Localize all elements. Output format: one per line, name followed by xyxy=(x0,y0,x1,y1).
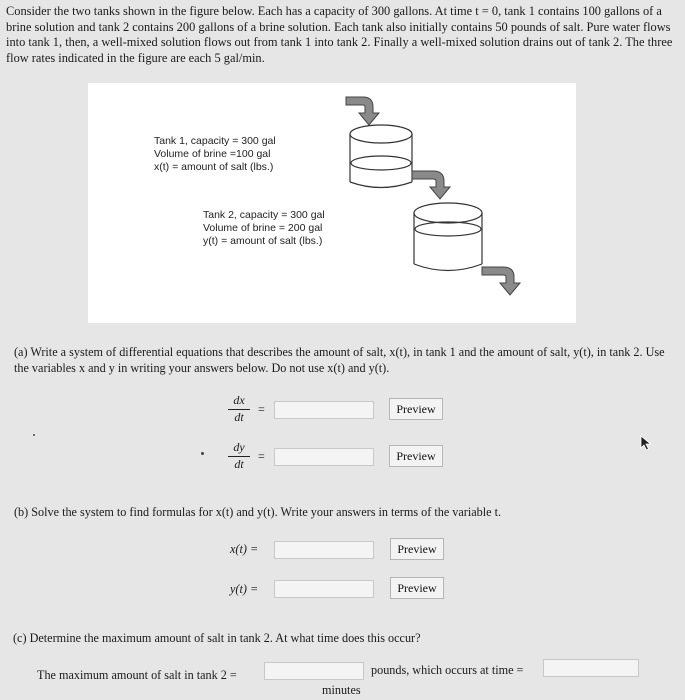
dy-dt-preview-button[interactable]: Preview xyxy=(389,445,443,467)
inflow-arrow-icon xyxy=(346,97,379,125)
time-label: pounds, which occurs at time = xyxy=(371,663,524,677)
dx-numerator: dx xyxy=(233,393,245,407)
dx-denominator: dt xyxy=(234,410,244,424)
equals-sign: = xyxy=(258,402,265,416)
dx-dt-preview-button[interactable]: Preview xyxy=(389,398,443,420)
tank-1-salt: x(t) = amount of salt (lbs.) xyxy=(154,161,274,173)
tank-2-info xyxy=(203,209,325,248)
tank-2-capacity: Tank 2, capacity = 300 gal xyxy=(203,209,325,221)
dx-dt-answer-input[interactable] xyxy=(274,401,374,419)
y-of-t-label: y(t) = xyxy=(230,582,259,596)
part-b-question: (b) Solve the system to find formulas for x(t) and y(t). Write your answers in terms of the variable t. xyxy=(14,505,501,519)
dy-numerator: dy xyxy=(233,440,245,454)
x-of-t-answer-input[interactable] xyxy=(274,541,374,559)
mouse-cursor-icon xyxy=(640,435,652,451)
tank-1-info xyxy=(154,135,276,174)
x-of-t-label: x(t) = xyxy=(230,542,259,556)
stray-mark xyxy=(33,434,35,436)
transfer-arrow-icon xyxy=(412,171,450,199)
y-of-t-answer-input[interactable] xyxy=(274,580,374,598)
x-of-t-preview-button[interactable]: Preview xyxy=(390,538,444,560)
outflow-arrow-icon xyxy=(482,267,520,295)
tank-2-volume: Volume of brine = 200 gal xyxy=(203,222,323,234)
tank-diagram xyxy=(88,83,576,323)
equals-sign: = xyxy=(258,449,265,463)
bullet-dot xyxy=(201,452,204,455)
time-answer-input[interactable] xyxy=(543,659,639,677)
dy-denominator: dt xyxy=(234,457,244,471)
tank-1 xyxy=(350,125,412,188)
max-salt-label: The maximum amount of salt in tank 2 = xyxy=(37,668,237,682)
tank-1-volume: Volume of brine =100 gal xyxy=(154,148,271,160)
dy-dt-fraction xyxy=(224,441,254,471)
y-of-t-preview-button[interactable]: Preview xyxy=(390,577,444,599)
part-c-question: (c) Determine the maximum amount of salt in tank 2. At what time does this occur? xyxy=(13,631,421,645)
tank-2 xyxy=(414,203,482,271)
dx-dt-fraction xyxy=(224,394,254,424)
minutes-unit: minutes xyxy=(322,683,361,697)
dy-dt-answer-input[interactable] xyxy=(274,448,374,466)
max-salt-answer-input[interactable] xyxy=(264,662,364,680)
tank-2-salt: y(t) = amount of salt (lbs.) xyxy=(203,235,323,247)
problem-statement: Consider the two tanks shown in the figure below. Each has a capacity of 300 gallons. At time t = 0, tank 1 contains 100 gallons of a brine solution and tank 2 contains 200 gallons of a brine solution. Each tank also initially contains 50 pounds of salt. Pure water flows into tank 1, then, a well-mixed solution flows out from tank 1 into tank 2. Finally a well-mixed solution drains out of tank 2. The three flow rates indicated in the figure are each 5 gal/min. xyxy=(6,4,673,65)
tank-diagram-drawing xyxy=(88,83,576,323)
tank-1-capacity: Tank 1, capacity = 300 gal xyxy=(154,135,276,147)
part-a-question: (a) Write a system of differential equations that describes the amount of salt, x(t), in tank 1 and the amount of salt, y(t), in tank 2. Use the variables x and y in writing your answers below. Do not use x(t) and y(t). xyxy=(14,345,665,375)
